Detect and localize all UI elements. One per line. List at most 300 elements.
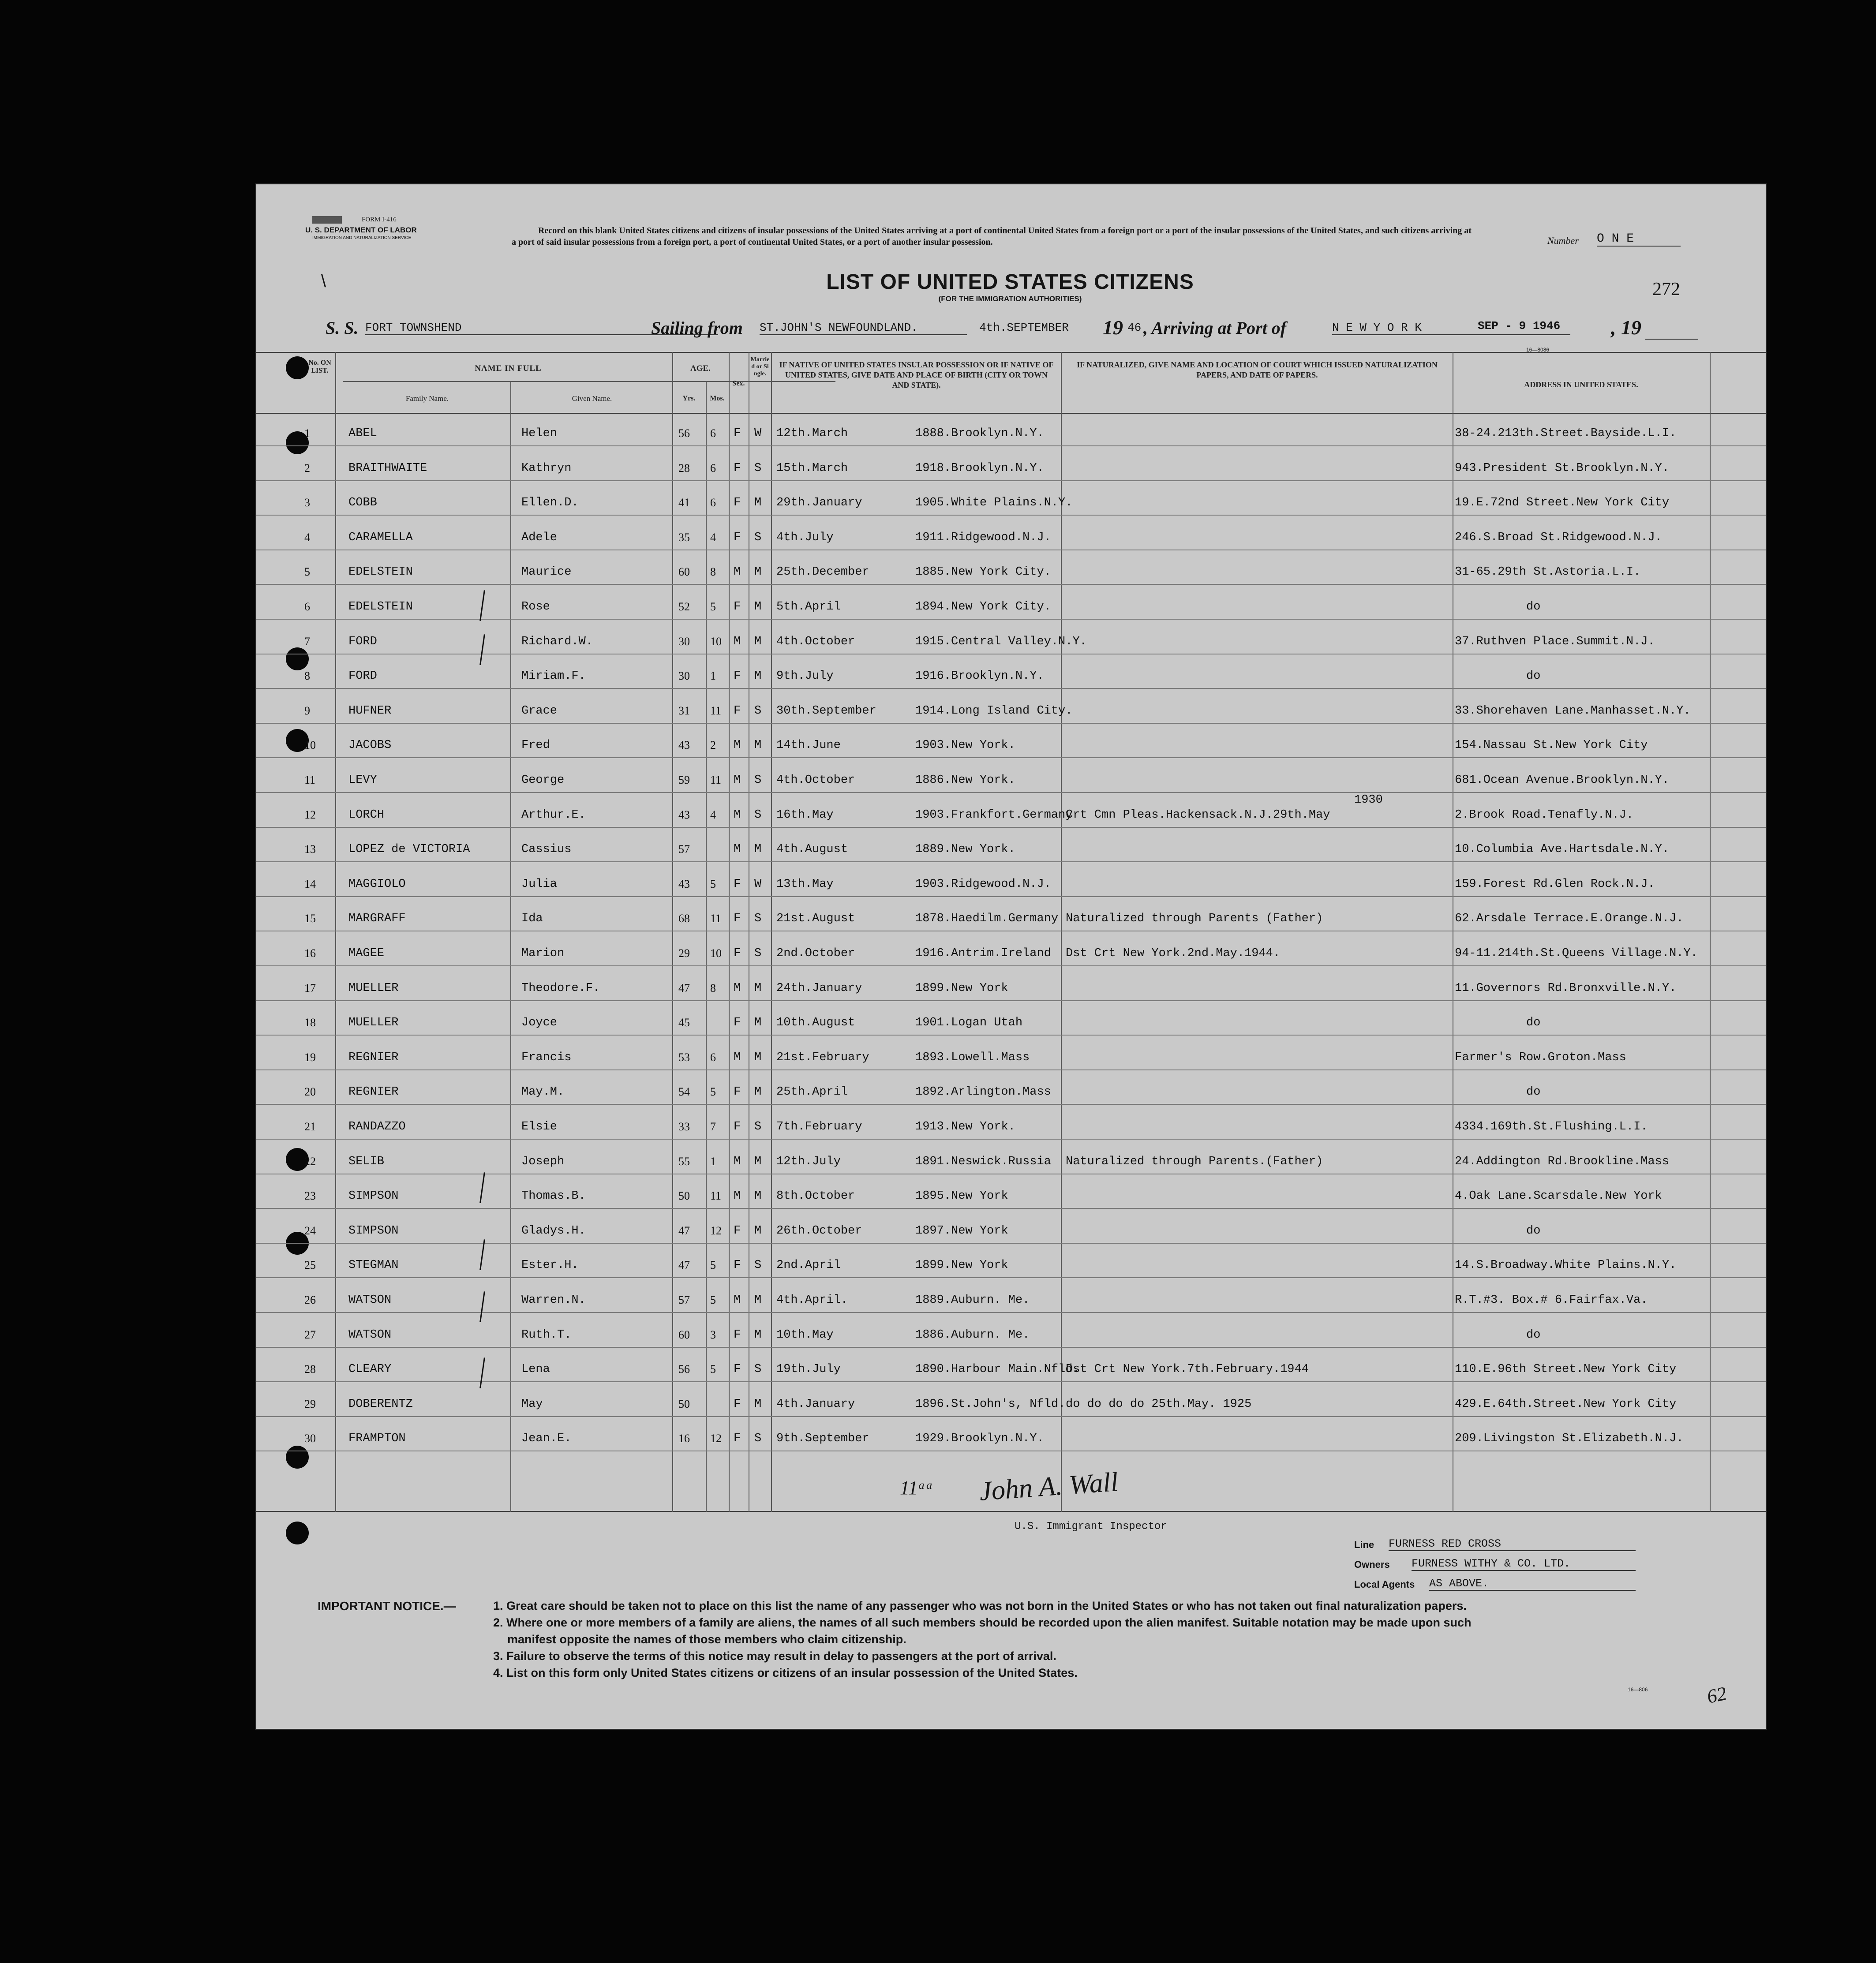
age-months: 12: [710, 1224, 722, 1237]
row-number: 21: [304, 1120, 316, 1133]
birth-date: 7th.February: [776, 1120, 862, 1133]
printer-note: 16—8086: [1526, 347, 1550, 353]
birth-place: 1886.New York.: [915, 774, 1015, 787]
family-name: CLEARY: [348, 1363, 392, 1376]
birth-date: 25th.December: [776, 565, 869, 579]
birth-date: 10th.May: [776, 1328, 834, 1342]
row-number: 2: [304, 461, 310, 475]
age-years: 47: [678, 1224, 690, 1237]
given-name: Ida: [521, 912, 543, 926]
owners-value: FURNESS WITHY & CO. LTD.: [1412, 1557, 1636, 1571]
row-rule: [256, 1312, 1766, 1313]
form-number: Form 630: [312, 216, 342, 224]
given-name: Rose: [521, 600, 550, 613]
birth-place: 1903.Frankfort.Germany: [915, 808, 1073, 822]
check-mark: [479, 1357, 485, 1388]
marital-status: S: [754, 1363, 762, 1376]
row-number: 27: [304, 1328, 316, 1341]
birth-place: 1889.New York.: [915, 843, 1015, 856]
row-rule: [256, 688, 1766, 689]
family-name: FORD: [348, 669, 377, 683]
given-name: May: [521, 1397, 543, 1411]
sex: M: [734, 981, 741, 995]
given-name: Elsie: [521, 1120, 558, 1133]
marital-status: M: [754, 1328, 762, 1342]
given-name: Julia: [521, 877, 558, 891]
birth-date: 5th.April: [776, 600, 841, 613]
family-name: LOPEZ de VICTORIA: [348, 843, 470, 856]
row-number: 15: [304, 912, 316, 925]
birth-date: 2nd.April: [776, 1259, 841, 1272]
row-rule: [256, 1277, 1766, 1278]
row-rule: [256, 1416, 1766, 1417]
check-mark: [479, 1291, 485, 1322]
form-instructions: Record on this blank United States citizens and citizens of insular possessions of the United States arriving at a port of continental United States from a foreign port or a port of the insular possessions of the United States, and such citizens arriving at a port of said insular possessions from a foreign port, a port of continental United States, or a port of another insular possession.: [512, 226, 1472, 247]
birth-date: 14th.June: [776, 739, 841, 752]
row-number: 1: [304, 427, 310, 440]
row-number: 16: [304, 947, 316, 960]
marital-status: M: [754, 600, 762, 613]
marital-status: W: [754, 877, 762, 891]
birth-date: 26th.October: [776, 1224, 862, 1238]
col-address: ADDRESS IN UNITED STATES.: [1524, 380, 1638, 389]
sex: F: [734, 669, 741, 683]
family-name: FORD: [348, 635, 377, 648]
birth-place: 1905.White Plains.N.Y.: [915, 496, 1073, 510]
row-rule: [256, 1000, 1766, 1001]
row-rule: [256, 1035, 1766, 1036]
row-rule: [256, 619, 1766, 620]
address: 4.Oak Lane.Scarsdale.New York: [1455, 1189, 1662, 1203]
age-years: 43: [678, 808, 690, 821]
row-number: 28: [304, 1363, 316, 1376]
age-years: 50: [678, 1189, 690, 1203]
family-name: SIMPSON: [348, 1224, 399, 1238]
birth-place: 1891.Neswick.Russia: [915, 1155, 1051, 1168]
marital-status: S: [754, 808, 762, 822]
address: 19.E.72nd Street.New York City: [1455, 496, 1670, 510]
row-rule: [256, 896, 1766, 897]
age-months: 1: [710, 669, 716, 683]
address: 11.Governors Rd.Bronxville.N.Y.: [1455, 981, 1677, 995]
inspector-signature: John A. Wall: [978, 1467, 1120, 1507]
family-name: RANDAZZO: [348, 1120, 406, 1133]
family-name: JACOBS: [348, 739, 392, 752]
family-name: MARGRAFF: [348, 912, 406, 926]
list-number: O N E: [1597, 232, 1681, 247]
address: 681.Ocean Avenue.Brooklyn.N.Y.: [1455, 774, 1670, 787]
family-name: WATSON: [348, 1328, 392, 1342]
footer-code: 16—806: [1628, 1686, 1648, 1693]
family-name: REGNIER: [348, 1051, 399, 1064]
arrival-stamp: SEP - 9 1946: [1478, 319, 1561, 333]
family-name: SELIB: [348, 1155, 385, 1168]
naturalization: do do do do 25th.May. 1925: [1066, 1397, 1252, 1411]
marital-status: M: [754, 1016, 762, 1030]
marital-status: M: [754, 1085, 762, 1099]
age-months: 11: [710, 1189, 722, 1203]
marital-status: M: [754, 496, 762, 510]
notice-item-2: 2. Where one or more members of a family are aliens, the names of all such members should be recorded upon the alien manifest. Suitable notation may be made upon such: [493, 1616, 1472, 1629]
family-name: BRAITHWAITE: [348, 461, 427, 475]
line-value: FURNESS RED CROSS: [1389, 1537, 1636, 1551]
age-months: 5: [710, 877, 716, 890]
age-months: 6: [710, 427, 716, 440]
col-family-name: Family Name.: [405, 394, 449, 403]
corner-mark: 62: [1705, 1682, 1729, 1708]
sex: M: [734, 635, 741, 648]
col-given-name: Given Name.: [572, 394, 612, 403]
sex: F: [734, 1120, 741, 1133]
check-mark: [479, 590, 485, 621]
age-months: 12: [710, 1432, 722, 1445]
col-yrs: Yrs.: [682, 395, 696, 402]
row-rule: [256, 861, 1766, 862]
age-years: 47: [678, 981, 690, 995]
sex: M: [734, 774, 741, 787]
row-rule: [256, 1347, 1766, 1348]
sailing-label: Sailing from: [651, 318, 743, 338]
age-months: 1: [710, 1155, 716, 1168]
birth-place: 1913.New York.: [915, 1120, 1015, 1133]
marital-status: M: [754, 843, 762, 856]
family-name: LEVY: [348, 774, 377, 787]
row-number: 20: [304, 1085, 316, 1099]
age-years: 28: [678, 461, 690, 475]
birth-place: 1893.Lowell.Mass: [915, 1051, 1030, 1064]
marital-status: S: [754, 461, 762, 475]
row-number: 25: [304, 1259, 316, 1272]
family-name: EDELSTEIN: [348, 600, 413, 613]
given-name: Maurice: [521, 565, 572, 579]
birth-place: 1896.St.John's, Nfld.: [915, 1397, 1066, 1411]
address: 38-24.213th.Street.Bayside.L.I.: [1455, 427, 1677, 440]
birth-date: 12th.July: [776, 1155, 841, 1168]
address: do: [1526, 1016, 1541, 1030]
family-name: FRAMPTON: [348, 1432, 406, 1446]
row-number: 7: [304, 635, 310, 648]
sex: M: [734, 1189, 741, 1203]
birth-place: 1888.Brooklyn.N.Y.: [915, 427, 1044, 440]
given-name: Richard.W.: [521, 635, 593, 648]
birth-place: 1878.Haedilm.Germany: [915, 912, 1059, 926]
age-years: 47: [678, 1259, 690, 1272]
sex: M: [734, 843, 741, 856]
age-months: 10: [710, 635, 722, 648]
birth-place: 1890.Harbour Main.Nfld.: [915, 1363, 1080, 1376]
family-name: LORCH: [348, 808, 385, 822]
sex: F: [734, 1224, 741, 1238]
age-years: 68: [678, 912, 690, 925]
marital-status: S: [754, 704, 762, 718]
col-married: Married or Single.: [750, 356, 770, 377]
age-years: 30: [678, 669, 690, 683]
row-rule: [256, 515, 1766, 516]
marital-status: M: [754, 981, 762, 995]
birth-date: 30th.September: [776, 704, 876, 718]
given-name: Arthur.E.: [521, 808, 586, 822]
age-years: 31: [678, 704, 690, 717]
sex: F: [734, 1085, 741, 1099]
address: 94-11.214th.St.Queens Village.N.Y.: [1455, 947, 1698, 960]
birth-date: 21st.February: [776, 1051, 869, 1064]
row-number: 13: [304, 843, 316, 856]
age-years: 52: [678, 600, 690, 613]
marital-status: S: [754, 531, 762, 544]
line-label: Line: [1354, 1539, 1374, 1550]
notice-item-3: 3. Failure to observe the terms of this notice may result in delay to passengers at the port of arrival.: [493, 1649, 1056, 1663]
birth-place: 1901.Logan Utah: [915, 1016, 1023, 1030]
age-years: 60: [678, 565, 690, 579]
address: 159.Forest Rd.Glen Rock.N.J.: [1455, 877, 1655, 891]
punch-hole: [286, 1522, 309, 1544]
agents-value: AS ABOVE.: [1429, 1577, 1636, 1591]
arrival-year-prefix: , 19: [1611, 316, 1641, 339]
address: 14.S.Broadway.White Plains.N.Y.: [1455, 1259, 1677, 1272]
age-months: 5: [710, 1259, 716, 1272]
marital-status: S: [754, 1120, 762, 1133]
age-months: 11: [710, 704, 722, 717]
birth-place: 1899.New York: [915, 981, 1008, 995]
marital-status: S: [754, 947, 762, 960]
address: 62.Arsdale Terrace.E.Orange.N.J.: [1455, 912, 1684, 926]
birth-date: 9th.September: [776, 1432, 869, 1446]
marital-status: S: [754, 912, 762, 926]
sex: F: [734, 427, 741, 440]
address: 154.Nassau St.New York City: [1455, 739, 1648, 752]
marital-status: S: [754, 1432, 762, 1446]
age-months: 5: [710, 1294, 716, 1306]
marital-status: M: [754, 739, 762, 752]
age-years: 29: [678, 947, 690, 960]
address: 246.S.Broad St.Ridgewood.N.J.: [1455, 531, 1662, 544]
given-name: Helen: [521, 427, 558, 440]
family-name: MAGEE: [348, 947, 385, 960]
address: Farmer's Row.Groton.Mass: [1455, 1051, 1626, 1064]
sex: M: [734, 565, 741, 579]
family-name: WATSON: [348, 1294, 392, 1307]
sex: F: [734, 704, 741, 718]
year-line: [1645, 339, 1698, 340]
sex: F: [734, 531, 741, 544]
birth-place: 1916.Antrim.Ireland: [915, 947, 1051, 960]
row-number: 18: [304, 1016, 316, 1029]
birth-date: 15th.March: [776, 461, 848, 475]
age-years: 60: [678, 1328, 690, 1341]
marital-status: S: [754, 774, 762, 787]
address: 31-65.29th St.Astoria.L.I.: [1455, 565, 1641, 579]
address: 37.Ruthven Place.Summit.N.J.: [1455, 635, 1655, 648]
birth-date: 2nd.October: [776, 947, 855, 960]
row-rule: [256, 1104, 1766, 1105]
row-rule: [256, 757, 1766, 758]
form-code: FORM I-416: [362, 216, 397, 223]
address: 209.Livingston St.Elizabeth.N.J.: [1455, 1432, 1684, 1446]
birth-date: 21st.August: [776, 912, 855, 926]
service: IMMIGRATION AND NATURALIZATION SERVICE: [312, 236, 412, 240]
naturalization: Dst Crt New York.7th.February.1944: [1066, 1363, 1309, 1376]
birth-place: 1918.Brooklyn.N.Y.: [915, 461, 1044, 475]
given-name: Gladys.H.: [521, 1224, 586, 1238]
sex: M: [734, 739, 741, 752]
age-years: 43: [678, 877, 690, 890]
notice-item-4: 4. List on this form only United States citizens or citizens of an insular possession of the United States.: [493, 1666, 1078, 1679]
page-title: LIST OF UNITED STATES CITIZENS: [826, 270, 1194, 294]
birth-date: 19th.July: [776, 1363, 841, 1376]
check-mark: [479, 1239, 485, 1270]
age-months: 3: [710, 1328, 716, 1341]
given-name: Jean.E.: [521, 1432, 572, 1446]
naturalization-year-note: 1930: [1354, 793, 1383, 807]
age-years: 45: [678, 1016, 690, 1029]
birth-place: 1911.Ridgewood.N.J.: [915, 531, 1051, 544]
age-months: 11: [710, 912, 722, 925]
birth-date: 25th.April: [776, 1085, 848, 1099]
col-mos: Mos.: [710, 395, 725, 402]
manifest-sheet: [256, 184, 1766, 1729]
given-name: May.M.: [521, 1085, 565, 1099]
row-number: 14: [304, 877, 316, 890]
address: do: [1526, 1085, 1541, 1099]
arrival-port: N E W Y O R K: [1332, 321, 1570, 335]
age-years: 59: [678, 774, 690, 786]
age-months: 8: [710, 565, 716, 579]
row-rule: [256, 1069, 1766, 1070]
sex: F: [734, 1363, 741, 1376]
address: 943.President St.Brooklyn.N.Y.: [1455, 461, 1670, 475]
notice-heading: IMPORTANT NOTICE.—: [318, 1599, 456, 1613]
given-name: Adele: [521, 531, 558, 544]
age-years: 57: [678, 843, 690, 856]
age-months: 6: [710, 496, 716, 509]
marital-status: M: [754, 1224, 762, 1238]
given-name: Miriam.F.: [521, 669, 586, 683]
birth-date: 24th.January: [776, 981, 862, 995]
inspector-title: U.S. Immigrant Inspector: [1015, 1521, 1167, 1533]
family-name: SIMPSON: [348, 1189, 399, 1203]
birth-place: 1916.Brooklyn.N.Y.: [915, 669, 1044, 683]
address: do: [1526, 1328, 1541, 1342]
age-years: 55: [678, 1155, 690, 1168]
row-number: 9: [304, 704, 310, 717]
col-naturalized: IF NATURALIZED, GIVE NAME AND LOCATION OF COURT WHICH ISSUED NATURALIZATION PAPERS, AND DATE OF PAPERS.: [1077, 360, 1438, 379]
age-years: 33: [678, 1120, 690, 1133]
age-years: 43: [678, 739, 690, 752]
age-months: 5: [710, 1363, 716, 1376]
marital-status: M: [754, 1189, 762, 1203]
naturalization: Dst Crt New York.2nd.May.1944.: [1066, 947, 1281, 960]
birth-date: 4th.October: [776, 635, 855, 648]
sex: F: [734, 600, 741, 613]
given-name: Thomas.B.: [521, 1189, 586, 1203]
birth-place: 1886.Auburn. Me.: [915, 1328, 1030, 1342]
row-number: 11: [304, 774, 316, 786]
given-name: Grace: [521, 704, 558, 718]
department: U. S. DEPARTMENT OF LABOR: [305, 226, 417, 234]
birth-place: 1899.New York: [915, 1259, 1008, 1272]
age-years: 30: [678, 635, 690, 648]
address: 429.E.64th.Street.New York City: [1455, 1397, 1677, 1411]
sex: F: [734, 947, 741, 960]
family-name: MUELLER: [348, 981, 399, 995]
page-number: 272: [1652, 279, 1680, 299]
given-name: Warren.N.: [521, 1294, 586, 1307]
family-name: HUFNER: [348, 704, 392, 718]
birth-date: 16th.May: [776, 808, 834, 822]
sex: F: [734, 877, 741, 891]
birth-place: 1903.Ridgewood.N.J.: [915, 877, 1051, 891]
sex: M: [734, 1294, 741, 1307]
given-name: Ellen.D.: [521, 496, 579, 510]
address: do: [1526, 600, 1541, 613]
sex: M: [734, 1155, 741, 1168]
age-months: 2: [710, 739, 716, 752]
sex: M: [734, 808, 741, 822]
row-rule: [256, 1381, 1766, 1382]
marital-status: M: [754, 1051, 762, 1064]
given-name: Fred: [521, 739, 550, 752]
row-number: 3: [304, 496, 310, 509]
col-birth: IF NATIVE OF UNITED STATES INSULAR POSSESSION OR IF NATIVE OF UNITED STATES, GIVE DATE AND PLACE OF BIRTH (CITY OR TOWN AND STATE).: [779, 360, 1054, 389]
marital-status: M: [754, 1294, 762, 1307]
birth-date: 12th.March: [776, 427, 848, 440]
address: R.T.#3. Box.# 6.Fairfax.Va.: [1455, 1294, 1648, 1307]
marital-status: W: [754, 427, 762, 440]
birth-date: 29th.January: [776, 496, 862, 510]
row-number: 12: [304, 808, 316, 821]
age-years: 35: [678, 531, 690, 544]
given-name: Francis: [521, 1051, 572, 1064]
family-name: ABEL: [348, 427, 377, 440]
naturalization: Naturalized through Parents.(Father): [1066, 1155, 1323, 1168]
age-years: 53: [678, 1051, 690, 1064]
sex: F: [734, 912, 741, 926]
family-name: DOBERENTZ: [348, 1397, 413, 1411]
address: 33.Shorehaven Lane.Manhasset.N.Y.: [1455, 704, 1691, 718]
col-age: AGE.: [690, 364, 711, 373]
given-name: Ruth.T.: [521, 1328, 572, 1342]
col-name-in-full: NAME IN FULL: [475, 364, 542, 373]
address: do: [1526, 1224, 1541, 1238]
naturalization: Naturalized through Parents (Father): [1066, 912, 1323, 926]
marital-status: M: [754, 1397, 762, 1411]
arriving-label: , Arriving at Port of: [1143, 318, 1287, 338]
age-years: 57: [678, 1294, 690, 1306]
row-rule: [256, 1139, 1766, 1140]
birth-date: 4th.January: [776, 1397, 855, 1411]
birth-place: 1885.New York City.: [915, 565, 1051, 579]
sex: F: [734, 1432, 741, 1446]
age-months: 5: [710, 1085, 716, 1099]
marital-status: M: [754, 1155, 762, 1168]
passenger-table: [256, 347, 1766, 1507]
ship-name: FORT TOWNSHEND: [365, 321, 718, 335]
sex: F: [734, 1016, 741, 1030]
given-name: Marion: [521, 947, 565, 960]
age-months: 10: [710, 947, 722, 960]
row-rule: [256, 965, 1766, 966]
birth-date: 10th.August: [776, 1016, 855, 1030]
naturalization: Crt Cmn Pleas.Hackensack.N.J.29th.May: [1066, 808, 1330, 822]
row-rule: [256, 480, 1766, 481]
given-name: Joyce: [521, 1016, 558, 1030]
age-years: 16: [678, 1432, 690, 1445]
agents-label: Local Agents: [1354, 1579, 1415, 1590]
row-rule: [256, 445, 1766, 446]
age-months: 4: [710, 531, 716, 544]
row-rule: [256, 723, 1766, 724]
age-months: 5: [710, 600, 716, 613]
